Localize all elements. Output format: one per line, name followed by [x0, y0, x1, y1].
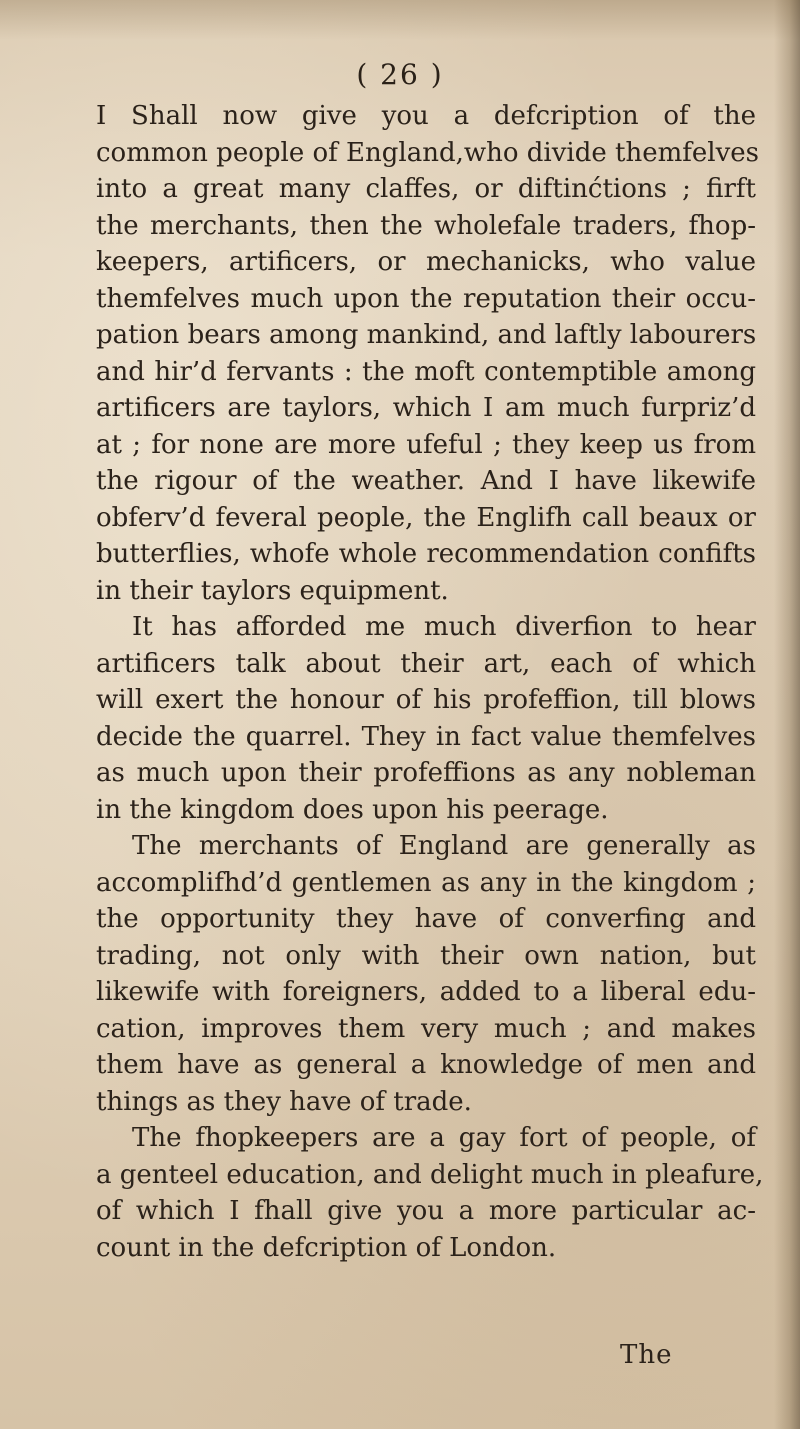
text-line: The fhopkeepers are a gay fort of people, of: [132, 1123, 756, 1153]
text-line: accomplifhd’d gentlemen as any in the kingdom ;: [96, 867, 756, 898]
body-text: [96, 98, 764, 1266]
text-line: The merchants of England are generally as: [132, 831, 756, 861]
text-line: them have as general a knowledge of men and: [96, 1050, 756, 1080]
text-line: I Shall now give you a defcription of the: [96, 101, 756, 131]
text-line: will exert the honour of his profeffion, till blows: [96, 685, 756, 715]
text-line: into a great many claffes, or diftinćtions ; firft: [96, 174, 756, 204]
text-line: in the kingdom does upon his peerage.: [96, 794, 609, 825]
page-edge-shadow: [774, 0, 800, 1429]
text-line: decide the quarrel. They in fact value themfelves: [96, 721, 756, 752]
text-line: artificers are taylors, which I am much furpriz’d: [96, 393, 756, 423]
text-line: as much upon their profeffions as any nobleman: [96, 758, 756, 788]
text-line: the rigour of the weather. And I have likewife: [96, 466, 756, 496]
catchword: The: [620, 1340, 673, 1370]
text-line: likewife with foreigners, added to a liberal edu-: [96, 977, 756, 1007]
text-line: butterflies, whofe whole recommendation confifts: [96, 539, 756, 569]
text-line: cation, improves them very much ; and makes: [96, 1013, 756, 1044]
text-line: common people of England,who divide themfelves: [96, 137, 760, 168]
page-number: ( 26 ): [356, 58, 444, 91]
text-line: of which I fhall give you a more particular ac-: [96, 1196, 756, 1226]
text-line: trading, not only with their own nation, but: [96, 940, 756, 971]
text-line: the merchants, then the wholefale traders, fhop-: [96, 210, 756, 241]
text-line: a genteel education, and delight much in pleafure,: [96, 1159, 764, 1190]
text-line: artificers talk about their art, each of which: [96, 648, 756, 679]
text-line: things as they have of trade.: [96, 1086, 472, 1117]
text-line: pation bears among mankind, and laftly labourers: [96, 320, 757, 350]
text-line: It has afforded me much diverfion to hear: [132, 612, 756, 642]
text-line: the opportunity they have of converfing and: [96, 904, 756, 934]
text-line: obferv’d feveral people, the Englifh call beaux or: [96, 502, 756, 533]
text-line: keepers, artificers, or mechanicks, who value: [96, 247, 756, 277]
text-line: themfelves much upon the reputation their occu-: [96, 283, 756, 314]
text-line: in their taylors equipment.: [96, 575, 449, 606]
text-line: at ; for none are more ufeful ; they keep us from: [96, 429, 756, 460]
text-line: and hir’d fervants : the moft contemptible among: [96, 356, 756, 387]
text-line: count in the defcription of London.: [96, 1232, 557, 1263]
top-stain: [0, 0, 800, 40]
